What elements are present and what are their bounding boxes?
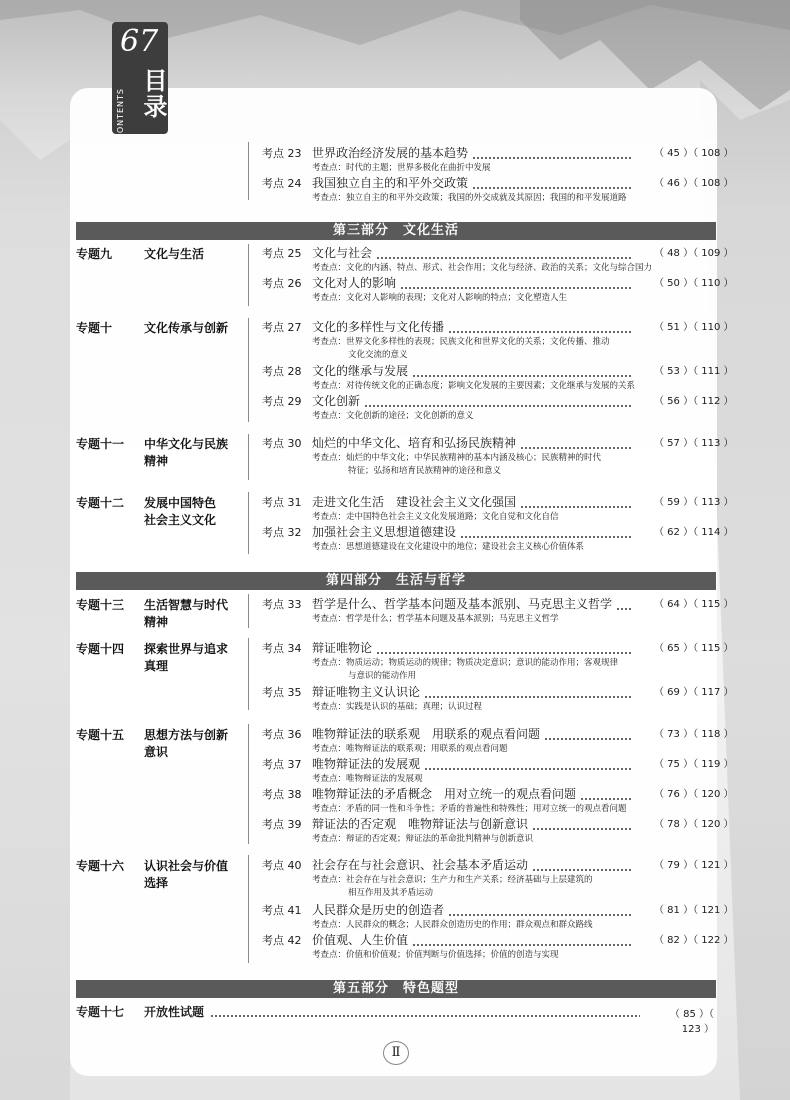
divider-line bbox=[248, 318, 249, 422]
divider-line bbox=[248, 244, 249, 306]
section-header-part3: 第三部分 文化生活 bbox=[76, 222, 716, 240]
page-ref: （ 85 ）（ 123 ） bbox=[669, 1009, 714, 1035]
exam-points: 考查点：唯物辩证法的联系观；用联系的观点看问题 bbox=[312, 744, 508, 754]
exam-points: 考查点：文化的内涵、特点、形式、社会作用；文化与经济、政治的关系；文化与综合国力 bbox=[312, 263, 653, 273]
section-header-part5: 第五部分 特色题型 bbox=[76, 980, 716, 998]
exam-points: 考查点：对待传统文化的正确态度；影响文化发展的主要因素；文化继承与发展的关系 bbox=[312, 381, 636, 391]
exam-points: 考查点：思想道德建设在文化建设中的地位；建设社会主义核心价值体系 bbox=[312, 542, 585, 552]
page-number: Ⅱ bbox=[383, 1041, 409, 1065]
logo-number: 67 bbox=[120, 24, 159, 59]
toc-item-title: 世界政治经济发展的基本趋势 bbox=[312, 146, 471, 160]
exam-points-cont: 特征；弘扬和培育民族精神的途径和意义 bbox=[348, 466, 502, 476]
exam-points: 考查点：物质运动；物质运动的规律；物质决定意识；意识的能动作用；客观规律 bbox=[312, 658, 619, 668]
exam-points: 考查点：社会存在与社会意识；生产力和生产关系；经济基础与上层建筑的 bbox=[312, 875, 593, 885]
page-ref: （ 46 ）（ 108 ） bbox=[654, 178, 734, 189]
divider-line bbox=[248, 724, 249, 844]
exam-points-cont: 相互作用及其矛盾运动 bbox=[348, 888, 434, 898]
section-header-part4: 第四部分 生活与哲学 bbox=[76, 572, 716, 590]
exam-points: 考查点：走中国特色社会主义文化发展道路；文化自觉和文化自信 bbox=[312, 512, 559, 522]
exam-points: 考查点：实践是认识的基础；真理；认识过程 bbox=[312, 702, 483, 712]
exam-points-cont: 文化交流的意义 bbox=[348, 350, 408, 360]
topic-16: 专题十六 认识社会与价值 选择 bbox=[76, 859, 229, 890]
topic-14: 专题十四 探索世界与追求 真理 bbox=[76, 642, 229, 673]
topic-15: 专题十五 思想方法与创新 意识 bbox=[76, 728, 229, 759]
exam-points-cont: 与意识的能动作用 bbox=[348, 671, 417, 681]
topic-13: 专题十三 生活智慧与时代 精神 bbox=[76, 598, 229, 629]
divider-line bbox=[248, 855, 249, 963]
divider-line bbox=[248, 142, 249, 200]
topic-10: 专题十 文化传承与创新 bbox=[76, 321, 229, 335]
divider-line bbox=[248, 434, 249, 480]
topic-9: 专题九 文化与生活 bbox=[76, 247, 205, 261]
exam-points: 考查点：人民群众的概念；人民群众创造历史的作用；群众观点和群众路线 bbox=[312, 920, 593, 930]
exam-points: 考查点：文化创新的途径；文化创新的意义 bbox=[312, 411, 474, 421]
page-ref: （ 45 ）（ 108 ） bbox=[654, 148, 734, 159]
contents-logo bbox=[112, 22, 168, 140]
page-title-en: CONTENTS bbox=[116, 88, 125, 140]
exam-points: 考查点：独立自主的和平外交政策；我国的外交成就及其原因；我国的和平发展道路 bbox=[312, 193, 627, 203]
page-title: 目录 bbox=[139, 68, 167, 120]
toc-item-title: 我国独立自主的和平外交政策 bbox=[312, 176, 471, 190]
exam-points: 考查点：文化对人影响的表现；文化对人影响的特点；文化塑造人生 bbox=[312, 293, 568, 303]
exam-points: 考查点：辩证的否定观；辩证法的革命批判精神与创新意识 bbox=[312, 834, 534, 844]
exam-points: 考查点：价值和价值观；价值判断与价值选择；价值的创造与实现 bbox=[312, 950, 559, 960]
topic-12: 专题十二 发展中国特色 社会主义文化 bbox=[76, 496, 217, 527]
exam-points: 考查点：唯物辩证法的发展观 bbox=[312, 774, 423, 784]
divider-line bbox=[248, 594, 249, 628]
exam-points: 考查点：灿烂的中华文化；中华民族精神的基本内涵及核心；民族精神的时代 bbox=[312, 453, 602, 463]
topic-17[interactable]: 专题十七 开放性试题 bbox=[76, 1005, 205, 1019]
divider-line bbox=[248, 638, 249, 710]
exam-points: 考查点：世界文化多样性的表现；民族文化和世界文化的关系；文化传播、推动 bbox=[312, 337, 610, 347]
divider-line bbox=[248, 492, 249, 554]
exam-points: 考查点：哲学是什么；哲学基本问题及基本派别；马克思主义哲学 bbox=[312, 614, 559, 624]
exam-points: 考查点：时代的主题；世界多极化在曲折中发展 bbox=[312, 163, 491, 173]
exam-points: 考查点：矛盾的同一性和斗争性；矛盾的普遍性和特殊性；用对立统一的观点看问题 bbox=[312, 804, 627, 814]
topic-11: 专题十一 中华文化与民族 精神 bbox=[76, 437, 229, 468]
dot-leader bbox=[210, 1004, 640, 1019]
